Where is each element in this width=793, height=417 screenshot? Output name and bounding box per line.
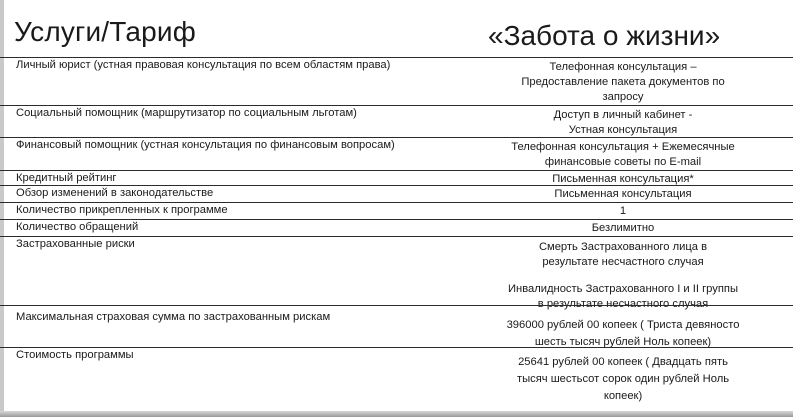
value-line: 25641 рублей 00 копеек ( Двадцать пять xyxy=(518,356,728,368)
row-credit-rating xyxy=(0,170,793,185)
row-max-insured-sum xyxy=(0,305,793,347)
row-financial-assistant xyxy=(0,137,793,170)
row-personal-lawyer xyxy=(0,57,793,105)
value-line: Письменная консультация* xyxy=(552,173,694,185)
row-label: Количество прикрепленных к программе xyxy=(16,204,228,216)
row-label: Финансовый помощник (устная консультация по финансовым вопросам) xyxy=(16,139,395,151)
row-social-assistant xyxy=(0,105,793,137)
value-line: копеек) xyxy=(603,390,643,402)
header-services-tariff: Услуги/Тариф xyxy=(14,16,196,47)
row-legislation-review xyxy=(0,185,793,202)
row-value xyxy=(478,354,768,405)
row-insured-risks xyxy=(0,236,793,310)
header-plan-name: «Забота о жизни» xyxy=(488,20,721,51)
tariff-table xyxy=(0,57,793,412)
row-label: Кредитный рейтинг xyxy=(16,172,117,184)
row-value xyxy=(478,240,768,312)
row-value xyxy=(478,140,768,170)
row-label: Количество обращений xyxy=(16,221,139,233)
row-label: Обзор изменений в законодательстве xyxy=(16,187,214,199)
row-label: Социальный помощник (маршрутизатор по социальным льготам) xyxy=(16,107,357,119)
value-line: Доступ в личный кабинет - xyxy=(553,109,693,121)
value-line: запросу xyxy=(602,91,644,103)
value-line: Устная консультация xyxy=(568,124,678,136)
value-line: тысяч шестьсот сорок один рублей Ноль xyxy=(516,373,730,385)
scan-bottom-edge xyxy=(0,411,793,417)
value-spacer xyxy=(478,270,768,282)
row-label: Стоимость программы xyxy=(16,349,134,361)
value-line: шесть тысяч рублей Ноль копеек) xyxy=(534,336,712,348)
row-value xyxy=(478,108,768,138)
value-line: 396000 рублей 00 копеек ( Триста девяносто xyxy=(506,319,740,331)
row-value xyxy=(478,187,768,202)
row-value xyxy=(478,221,768,236)
row-value xyxy=(478,317,768,351)
row-value xyxy=(478,60,768,105)
value-line: Безлимитно xyxy=(591,222,655,234)
value-line: результате несчастного случая xyxy=(542,256,704,268)
value-line: Телефонная консультация + Ежемесячные xyxy=(511,141,735,153)
row-label: Максимальная страховая сумма по застрахованным рискам xyxy=(16,311,331,323)
value-line: Телефонная консультация – xyxy=(549,61,697,73)
value-line: Письменная консультация xyxy=(554,188,692,200)
row-value xyxy=(478,204,768,219)
row-program-cost xyxy=(0,347,793,412)
value-line: Инвалидность Застрахованного I и II группы xyxy=(507,283,739,295)
value-line: Смерть Застрахованного лица в xyxy=(538,241,708,253)
value-line: Предоставление пакета документов по xyxy=(521,76,725,88)
value-line: 1 xyxy=(619,205,627,217)
value-line: финансовые советы по E-mail xyxy=(544,156,702,168)
row-label: Застрахованные риски xyxy=(16,238,135,250)
value-line: в результате несчастного случая xyxy=(537,298,709,310)
row-requests-count xyxy=(0,219,793,236)
row-attached-count xyxy=(0,202,793,219)
row-label: Личный юрист (устная правовая консультация по всем областям права) xyxy=(16,59,391,71)
table-header xyxy=(0,0,793,56)
